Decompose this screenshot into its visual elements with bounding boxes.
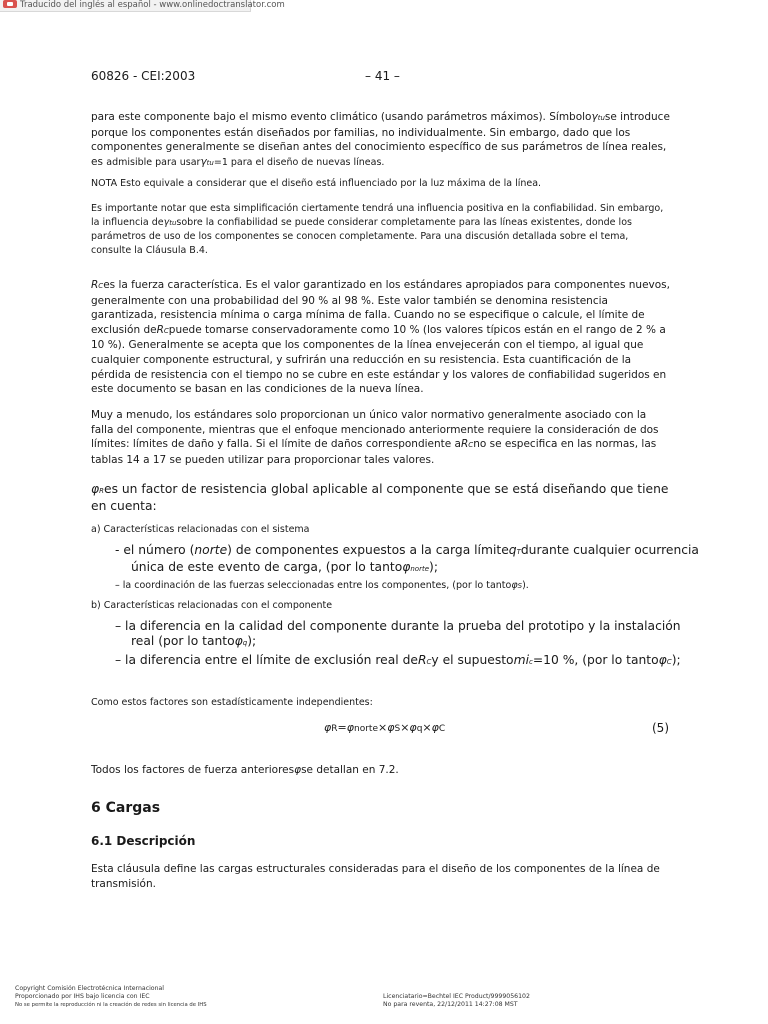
gamma-symbol: γ (591, 111, 598, 123)
list-heading-system: a) Características relacionadas con el sistema (91, 524, 310, 535)
list-item-exclusion-limit: – la diferencia entre el límite de exclusión real deRCy el supuestomic=10 %, (por lo tantoφC); (115, 653, 681, 667)
list-item-quality-difference: – la diferencia en la calidad del componente durante la prueba del prototipo y la instalación real (por lo tantoφq); (115, 619, 681, 648)
note-text: NOTA Esto equivale a considerar que el diseño está influenciado por la luz máxima de la línea. (91, 178, 542, 189)
list-item-number-components: - el número (norte) de componentes expuestos a la carga límiteqTdurante cualquier ocurrencia única de este evento de carga, (por lo tantoφnorte); (115, 543, 699, 574)
paragraph-independent: Como estos factores son estadísticamente independientes: (91, 697, 373, 708)
translator-logo-icon (3, 0, 17, 8)
header-page-number: – 41 – (365, 69, 400, 83)
paragraph-standards: Muy a menudo, los estándares solo proporcionan un único valor normativo generalmente asociado con la falla del componente, mientras que el enfoque mencionado anteriormente requiere la consideración de dos límites: límites de daño y falla. Si el límite de daños correspondiente aRCno se especifica en las normas, las tablas 14 a 17 se pueden utilizar para proporcionar tales valores. (91, 409, 659, 466)
paragraph-simplification: Es importante notar que esta simplificación ciertamente tendrá una influencia positiva en la confiabilidad. Sin embargo, la influencia deγtusobre la confiabilidad se puede considerar completamente para las líneas existentes, donde los parámetros de uso de los componentes se conocen completamente. Para una discusión detallada sobre el tema, consulte la Cláusula B.4. (91, 203, 664, 256)
list-item-coordination: – la coordinación de las fuerzas seleccionadas entre los componentes, (por lo tantoφS). (115, 580, 529, 591)
paragraph-force-factors: Todos los factores de fuerza anterioresφse detallan en 7.2. (91, 764, 399, 776)
list-heading-component: b) Características relacionadas con el componente (91, 600, 333, 611)
footer-copyright: Copyright Comisión Electrotécnica Internacional Proporcionado por IHS bajo licencia con IEC No se permite la reproducción ni la creación de redes sin licencia de IHS (15, 985, 207, 1009)
banner-text: Traducido del inglés al español - www.onlinedoctranslator.com (20, 0, 285, 10)
equation-number: (5) (652, 721, 669, 735)
header-standard-id: 60826 - CEI:2003 (91, 69, 196, 83)
paragraph-resistance-factor: φRes un factor de resistencia global aplicable al componente que se está diseñando que tiene en cuenta: (91, 482, 669, 513)
subsection-heading-description: 6.1 Descripción (91, 834, 196, 848)
paragraph-characteristic-strength: RCes la fuerza característica. Es el valor garantizado en los estándares apropiados para componentes nuevos, generalmente con una probabilidad del 90 % al 98 %. Este valor también se denomina resistencia garantizada, resistencia mínima o carga mínima de falla. Cuando no se especifique o calcule, el límite de exclusión deRCpuede tomarse conservadoramente como 10 % (los valores típicos están en el rango de 2 % a 10 %). Generalmente se acepta que los componentes de la línea envejecerán con el tiempo, al igual que cualquier componente estructural, y sufrirán una reducción en su resistencia. Esta cuantificación de la pérdida de resistencia con el tiempo no se cubre en este estándar y los valores de confiabilidad sugeridos en este documento se basan en las condiciones de la nueva línea. (91, 279, 670, 396)
section-heading-loads: 6 Cargas (91, 800, 161, 816)
footer-licensee: Licenciatario=Bechtel IEC Product/9999056102 No para reventa, 22/12/2011 14:27:08 MST (383, 993, 530, 1009)
equation-5: φR=φnorte×φS×φq×φC (324, 721, 446, 734)
paragraph-gamma-u: para este componente bajo el mismo evento climático (usando parámetros máximos). Símboloγtuse introduce porque los componentes están diseñados por familias, no individualmente. Sin embargo, dado que los componentes generalmente se diseñan antes del conocimiento específico de sus parámetros de línea reales, es admisible para usarγtu=1 para el diseño de nuevas líneas. (91, 111, 670, 168)
paragraph-clause-definition: Esta cláusula define las cargas estructurales consideradas para el diseño de los componentes de la línea de transmisión. (91, 863, 660, 890)
translator-banner (0, 0, 285, 12)
